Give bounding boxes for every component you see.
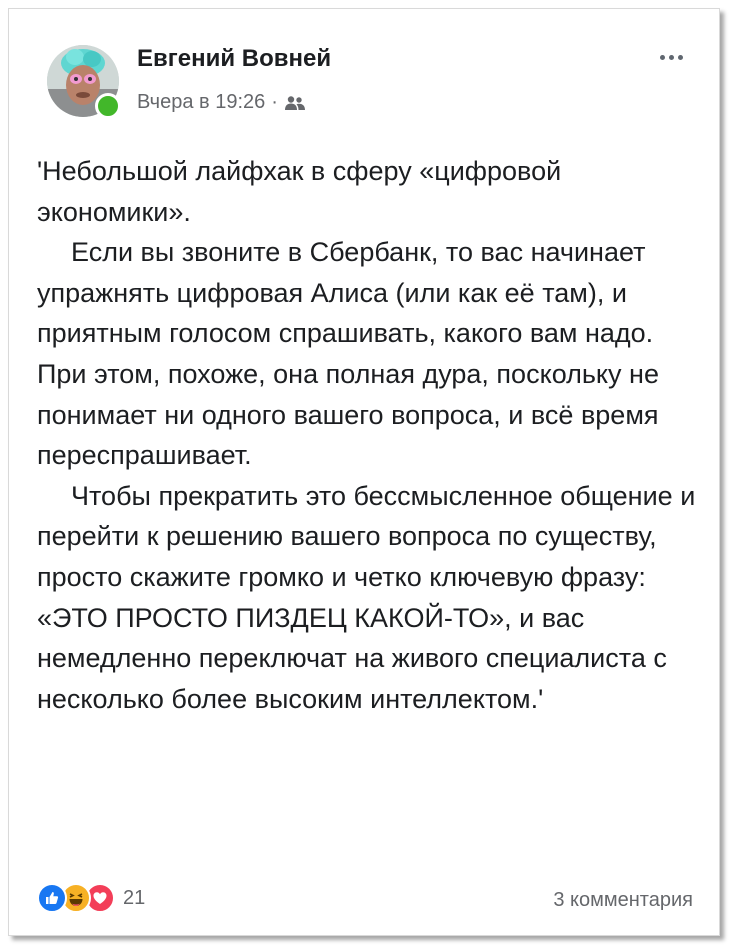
more-dot-icon (669, 55, 674, 60)
post-paragraph: Если вы звоните в Сбербанк, то вас начинает упражнять цифровая Алиса (или как её там), и приятным голосом спрашивать, какого вам надо. При этом, похоже, она полная дура, поскольку не понимает ни одного вашего вопроса, и всё время переспрашивает. (37, 237, 659, 471)
post-card (8, 8, 720, 936)
reactions-summary[interactable] (37, 883, 145, 913)
post-header (37, 33, 701, 129)
more-dot-icon (660, 55, 665, 60)
author-name[interactable]: Евгений Вовней (137, 45, 332, 72)
like-icon (37, 883, 67, 913)
more-dot-icon (678, 55, 683, 60)
post-footer (37, 883, 697, 919)
post-paragraph: Чтобы прекратить это бессмысленное общение и перейти к решению вашего вопроса по существу, просто скажите громко и четко ключевую фразу: «ЭТО ПРОСТО ПИЗДЕЦ КАКОЙ-ТО», и вас немедленно переключат на живого специалиста с несколько более высоким интеллектом.' (37, 480, 696, 714)
online-status-dot (95, 93, 121, 119)
post-body (37, 151, 697, 719)
post-meta (137, 91, 306, 114)
comments-count-link[interactable]: 3 комментария (553, 889, 693, 911)
meta-separator: · (271, 91, 278, 113)
reaction-count[interactable]: 21 (123, 886, 146, 909)
author-avatar-wrap[interactable] (47, 45, 119, 117)
post-paragraph: 'Небольшой лайфхак в сферу «цифровой экономики». (37, 156, 562, 227)
more-options-button[interactable] (651, 47, 691, 67)
post-timestamp[interactable]: Вчера в 19:26 (137, 91, 266, 113)
friends-icon[interactable] (284, 95, 306, 111)
